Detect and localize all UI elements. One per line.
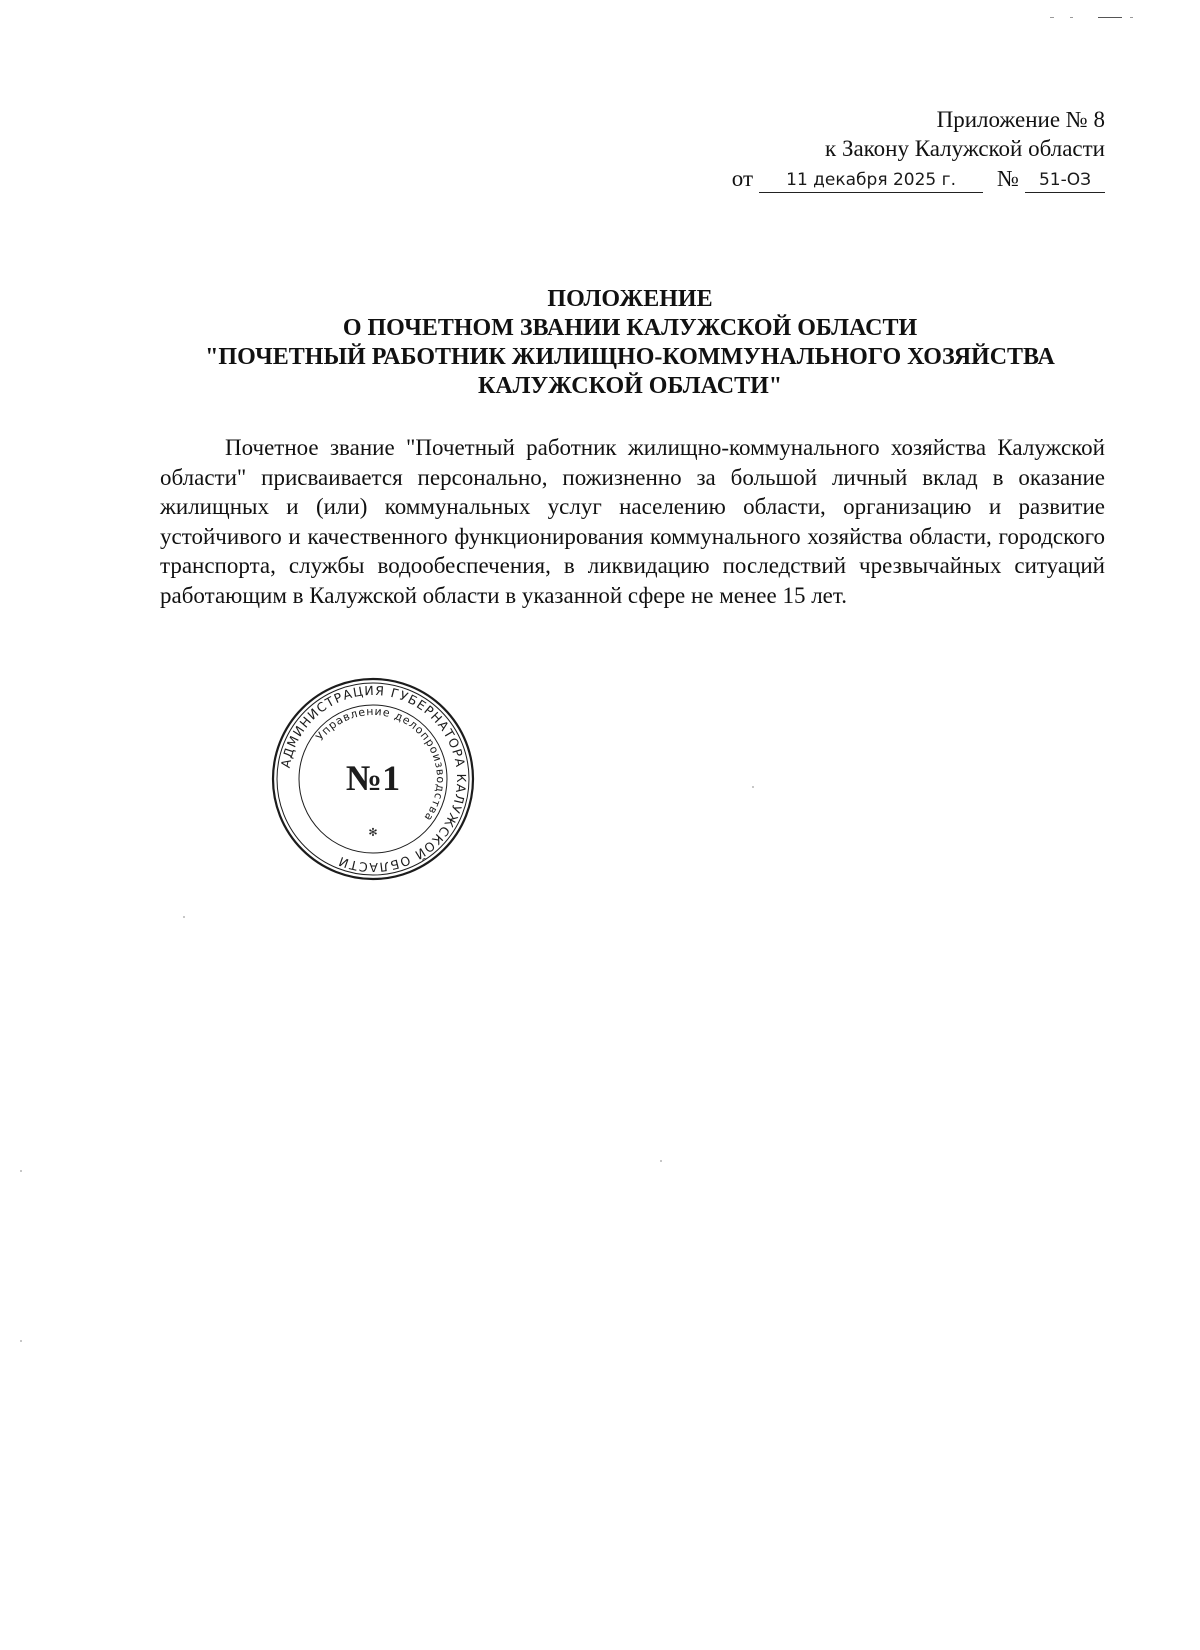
scan-speck (20, 1340, 22, 1342)
law-number-field: 51-ОЗ (1025, 169, 1105, 193)
number-label: № (997, 166, 1019, 191)
appendix-block (732, 105, 1105, 193)
title-line-3: "ПОЧЕТНЫЙ РАБОТНИК ЖИЛИЩНО-КОММУНАЛЬНОГО ХОЗЯЙСТВА (205, 344, 1055, 370)
title-line-2: О ПОЧЕТНОМ ЗВАНИИ КАЛУЖСКОЙ ОБЛАСТИ (342, 315, 918, 341)
body-paragraph: Почетное звание "Почетный работник жилищно-коммунального хозяйства Калужской области" присваивается персонально, пожизненно за большой личный вклад в оказание жилищных и (или) коммунальных услуг населению области, организацию и развитие устойчивого и качественного функционирования коммунального хозяйства области, городского транспорта, службы водообеспечения, в ликвидацию последствий чрезвычайных ситуаций работающим в Калужской области в указанной сфере не менее 15 лет. (160, 435, 1105, 608)
title-line-1: ПОЛОЖЕНИЕ (547, 286, 713, 312)
seal-center-number: №1 (345, 758, 401, 798)
appendix-law-reference: к Закону Калужской области (825, 136, 1105, 161)
scan-speck (20, 1170, 22, 1172)
seal-inner-text: Управление делопроизводства (313, 704, 448, 825)
scan-speck (752, 786, 754, 788)
appendix-number: Приложение № 8 (936, 107, 1105, 132)
seal-star-icon: ✻ (368, 826, 378, 839)
seal-outer-text: АДМИНИСТРАЦИЯ ГУБЕРНАТОРА КАЛУЖСКОЙ ОБЛАСТИ (277, 682, 470, 876)
title-line-4: КАЛУЖСКОЙ ОБЛАСТИ" (477, 373, 783, 399)
from-label: от (731, 166, 754, 191)
scan-artifact-marks (1050, 15, 1140, 21)
law-date-field: 11 декабря 2025 г. (759, 169, 983, 193)
law-date-number-line (732, 164, 1105, 193)
document-title (140, 285, 1120, 401)
official-seal-stamp (270, 676, 476, 882)
scan-speck (660, 1160, 662, 1162)
scan-speck (183, 916, 185, 918)
